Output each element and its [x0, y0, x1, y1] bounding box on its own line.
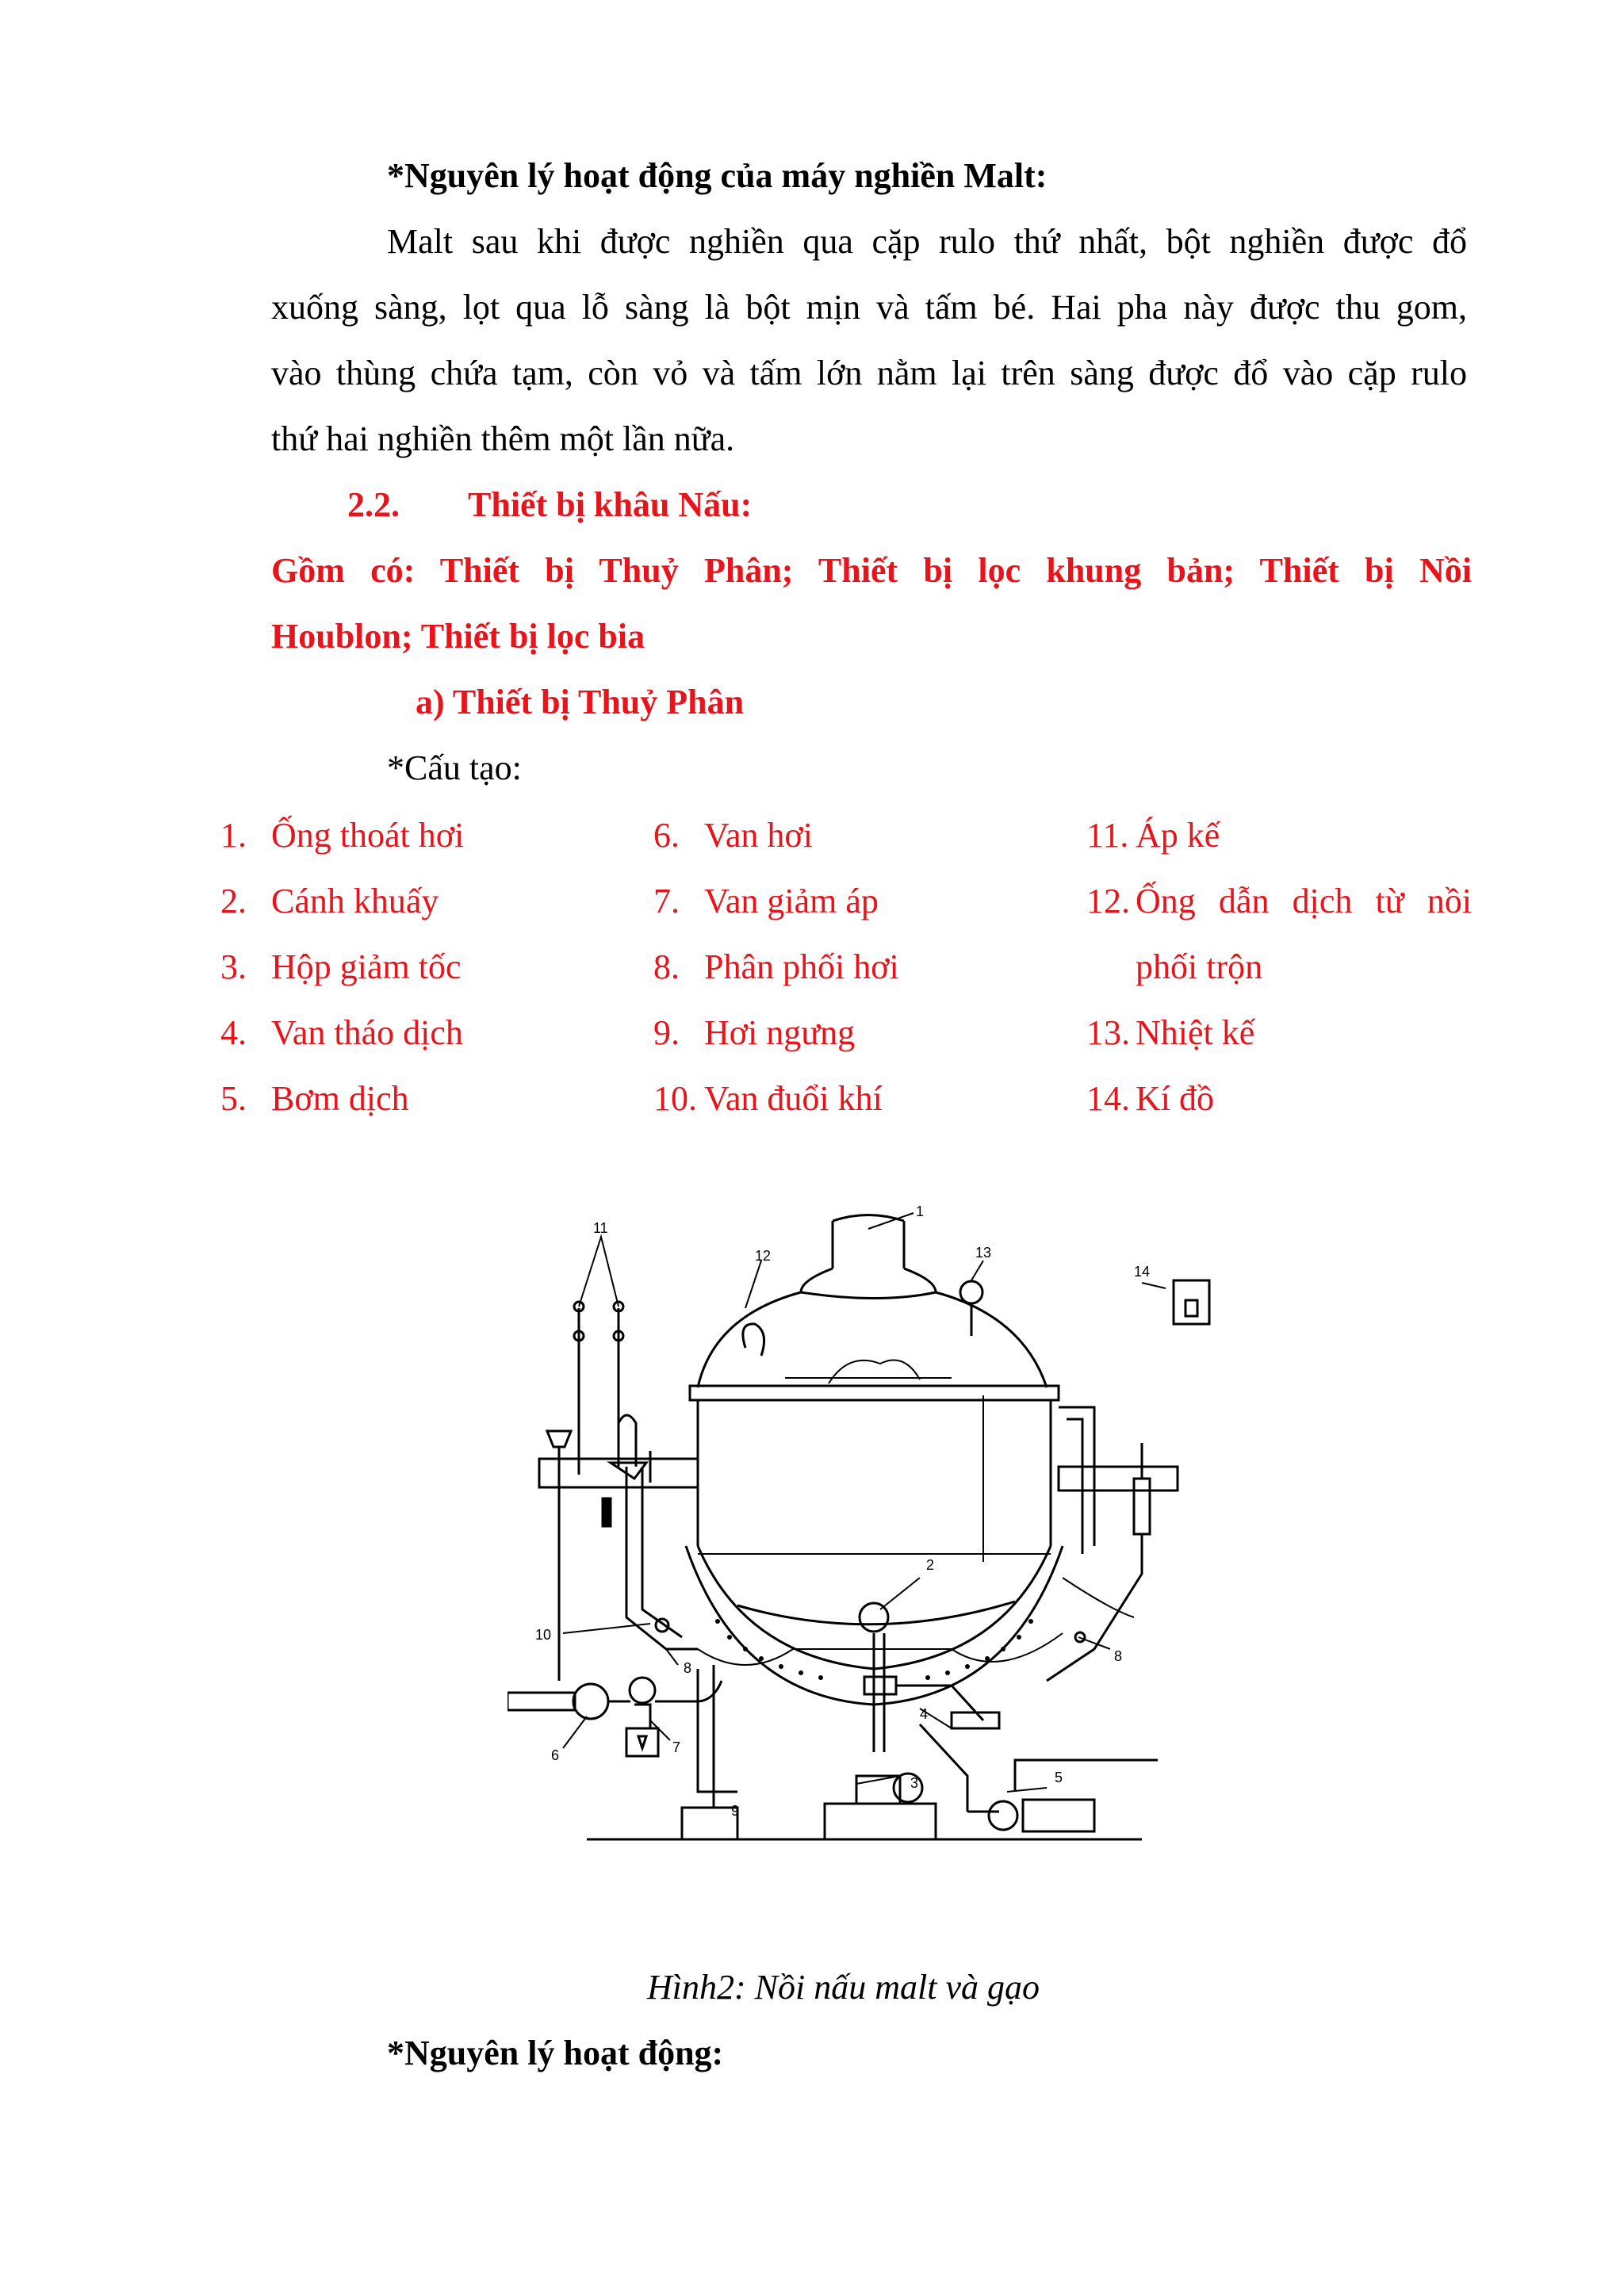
- part-label: Cánh khuấy: [271, 882, 439, 920]
- malt-principle-heading: *Nguyên lý hoạt động của máy nghiền Malt:: [387, 156, 1048, 195]
- figure-label: 11: [593, 1220, 608, 1236]
- part-label: Van đuổi khí: [704, 1079, 883, 1118]
- figure-label: 8: [684, 1660, 692, 1676]
- part-label: Kí đồ: [1136, 1079, 1214, 1118]
- part-number: 7.: [653, 882, 680, 920]
- part-number: 6.: [653, 816, 680, 855]
- figure-label: 14: [1134, 1264, 1151, 1280]
- figure-label: 3: [910, 1775, 919, 1791]
- part-number: 8.: [653, 947, 680, 986]
- part-number: 11.: [1086, 816, 1129, 855]
- figure-label: 1: [916, 1205, 925, 1219]
- part-label-continued: phối trộn: [1136, 947, 1263, 986]
- part-number: 1.: [220, 816, 247, 855]
- part-label: Nhiệt kế: [1136, 1013, 1255, 1052]
- part-label: Hơi ngưng: [704, 1013, 856, 1052]
- part-label: Van tháo dịch: [271, 1013, 463, 1052]
- part-label: Ống thoát hơi: [271, 816, 465, 855]
- malt-para-line-4: thứ hai nghiền thêm một lần nữa.: [271, 419, 735, 458]
- section-title: Thiết bị khâu Nấu:: [468, 485, 753, 524]
- part-label: Van giảm áp: [704, 882, 879, 920]
- figure-label: 2: [926, 1557, 935, 1573]
- part-number: 14.: [1086, 1079, 1130, 1118]
- part-number: 12.: [1086, 882, 1130, 920]
- subsection-heading: a) Thiết bị Thuỷ Phân: [416, 683, 745, 721]
- part-label: Hộp giảm tốc: [271, 947, 462, 986]
- section-number: 2.2.: [347, 485, 400, 524]
- part-number: 5.: [220, 1079, 247, 1118]
- part-number: 13.: [1086, 1013, 1130, 1052]
- malt-para-line-3: vào thùng chứa tạm, còn vỏ và tấm lớn nằm lại trên sàng được đổ vào cặp rulo: [271, 354, 1467, 392]
- structure-heading: *Cấu tạo:: [387, 748, 522, 787]
- figure-label: 4: [920, 1706, 929, 1722]
- figure-label: 12: [755, 1248, 772, 1264]
- part-label: Áp kế: [1136, 816, 1220, 855]
- figure-label: 6: [551, 1747, 560, 1763]
- figure-caption: Hình2: Nồi nấu malt và gạo: [647, 1968, 1040, 2007]
- part-number: 2.: [220, 882, 247, 920]
- operation-principle-heading: *Nguyên lý hoạt động:: [387, 2034, 724, 2072]
- part-label: Phân phối hơi: [704, 947, 899, 986]
- figure-label: 8: [1114, 1648, 1123, 1664]
- part-number: 9.: [653, 1013, 680, 1052]
- part-label: Ống dẫn dịch từ nồi: [1136, 882, 1472, 920]
- part-number: 10.: [653, 1079, 697, 1118]
- part-number: 4.: [220, 1013, 247, 1052]
- cooking-vessel-diagram: [508, 1205, 1269, 1895]
- includes-line-1: Gồm có: Thiết bị Thuỷ Phân; Thiết bị lọc khung bản; Thiết bị Nồi: [271, 551, 1472, 590]
- part-label: Van hơi: [704, 816, 813, 855]
- figure-label: 10: [535, 1627, 552, 1643]
- part-number: 3.: [220, 947, 247, 986]
- figure-label: 7: [672, 1739, 681, 1755]
- figure-label: 5: [1055, 1770, 1063, 1785]
- figure-label: 9: [731, 1803, 740, 1819]
- malt-para-line-1: Malt sau khi được nghiền qua cặp rulo thứ nhất, bột nghiền được đổ: [387, 222, 1467, 261]
- figure-label: 13: [975, 1245, 992, 1261]
- part-label: Bơm dịch: [271, 1079, 409, 1118]
- includes-line-2: Houblon; Thiết bị lọc bia: [271, 617, 645, 656]
- malt-para-line-2: xuống sàng, lọt qua lỗ sàng là bột mịn và tấm bé. Hai pha này được thu gom,: [271, 288, 1467, 327]
